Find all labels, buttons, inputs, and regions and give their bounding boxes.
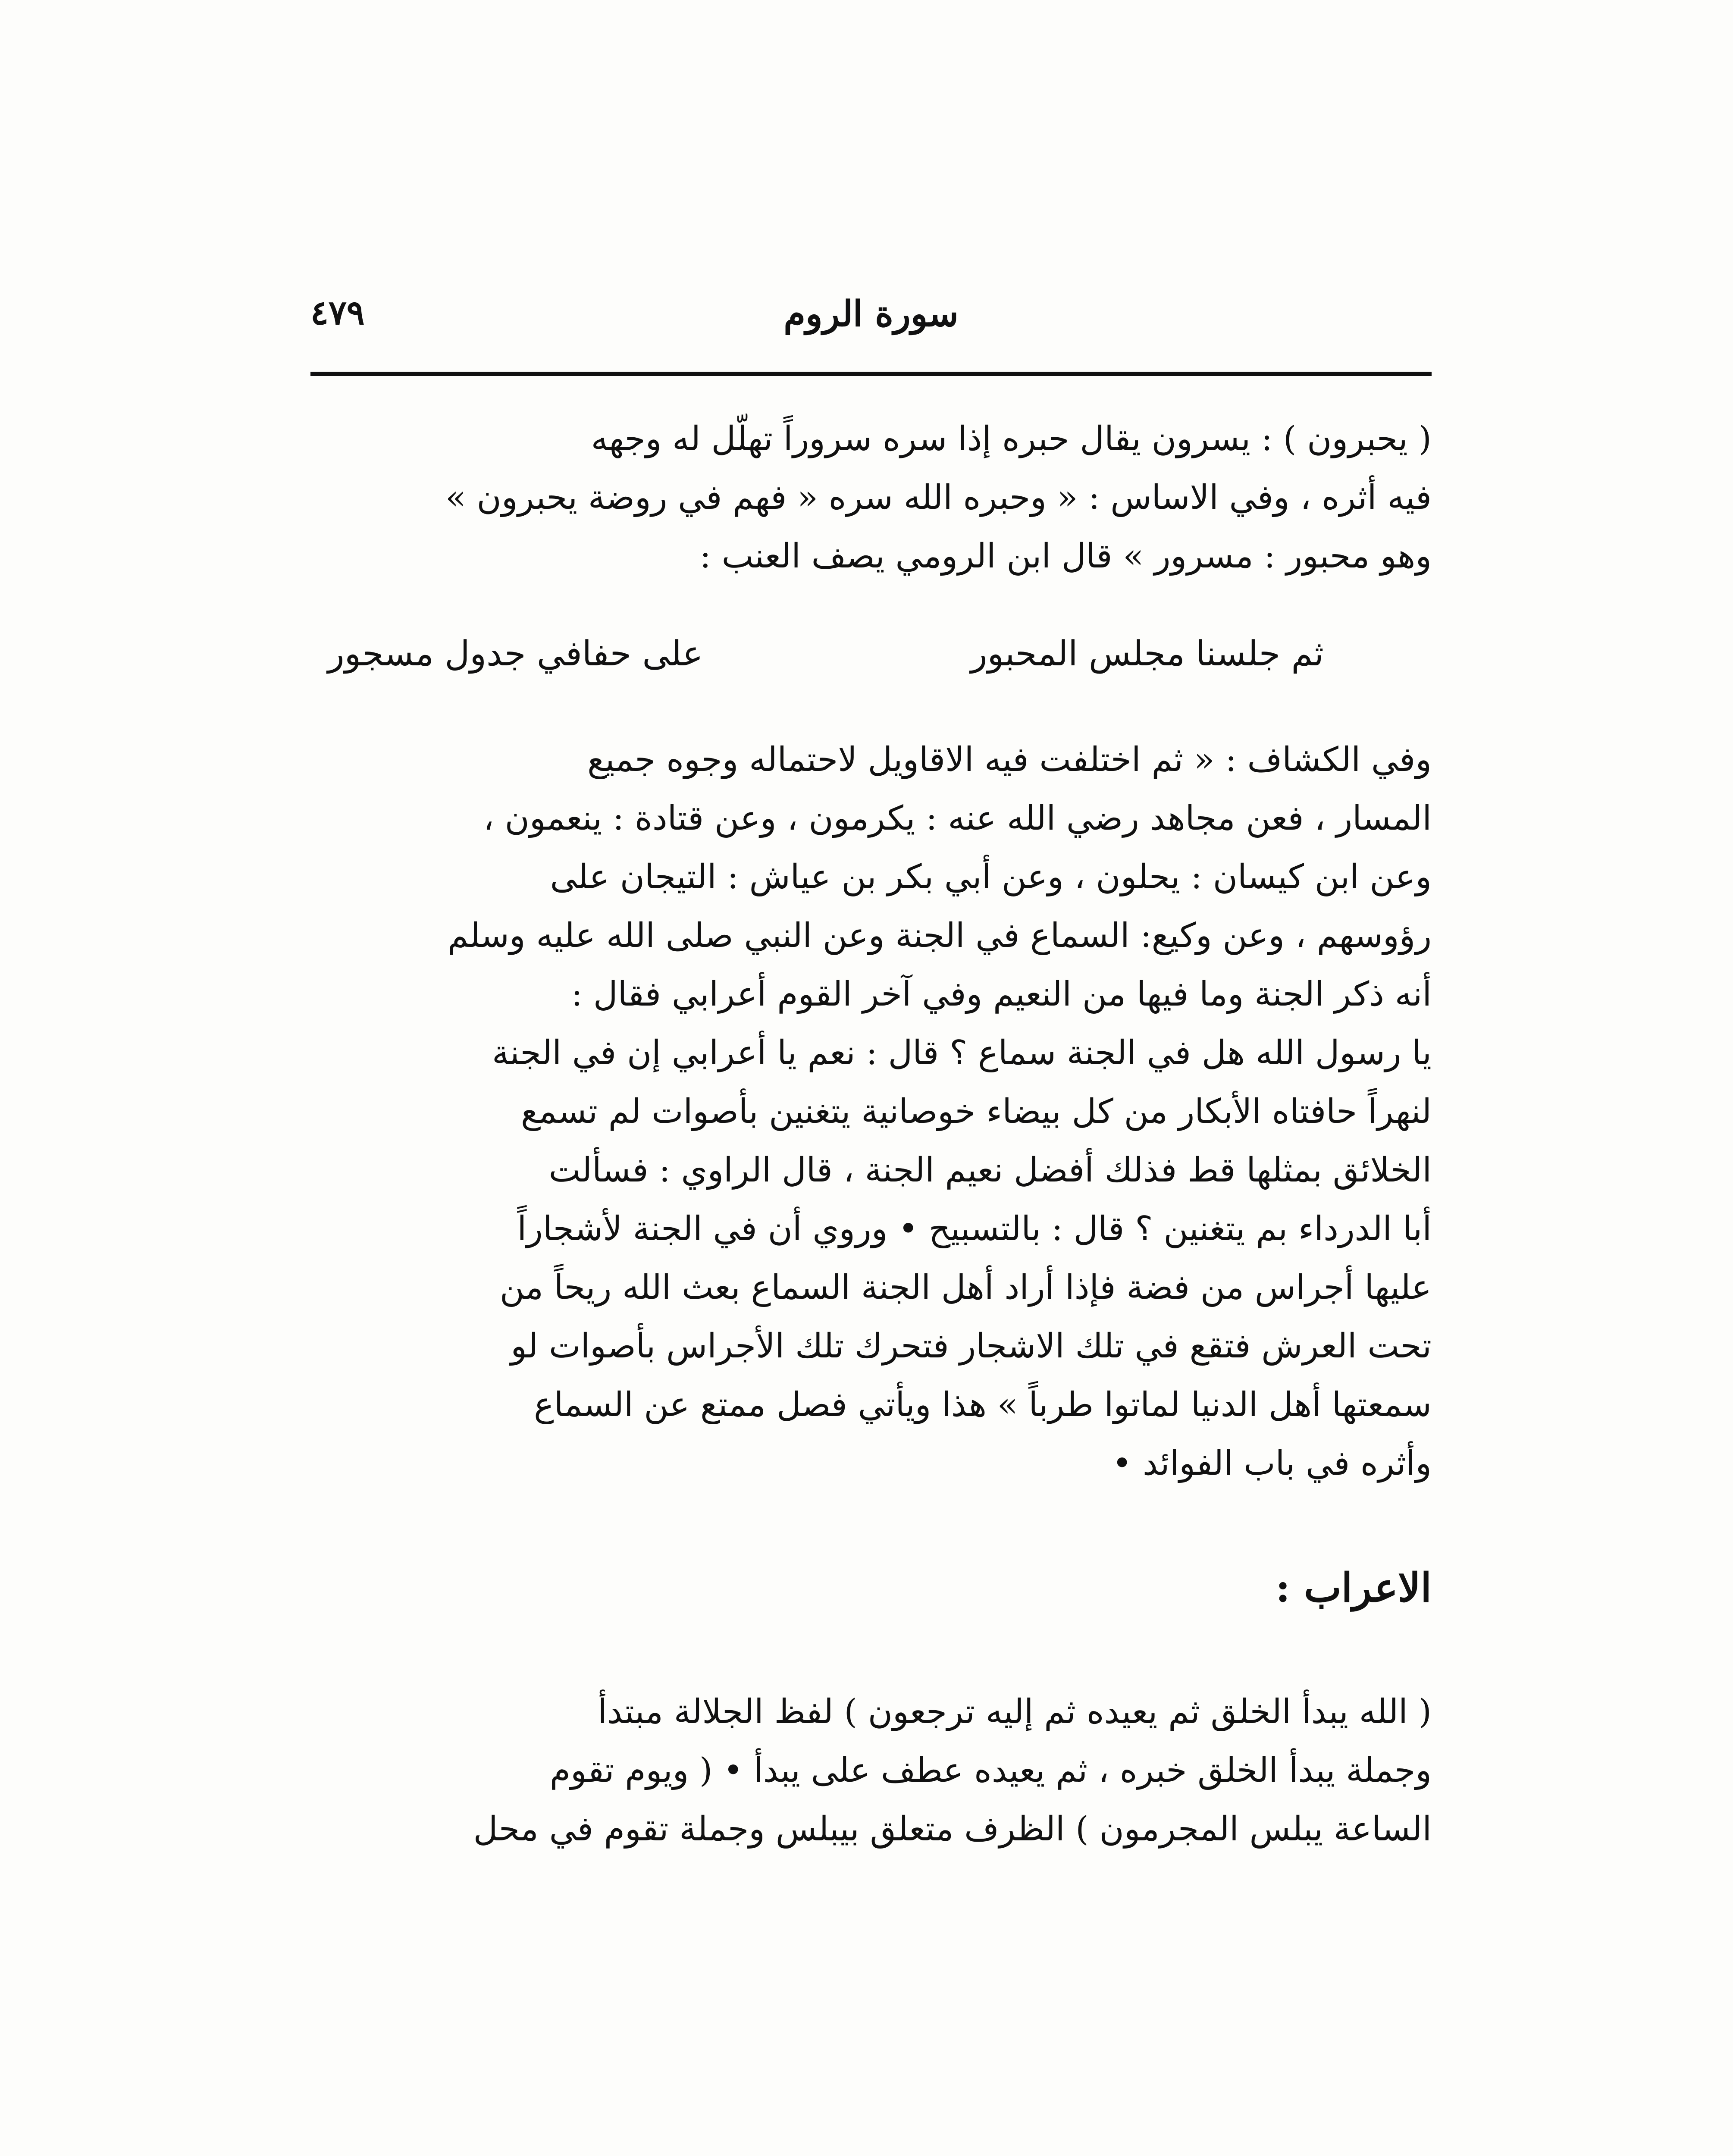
- header-rule: [310, 372, 1432, 376]
- paragraph-kashshaf: وفي الكشاف : « ثم اختلفت فيه الاقاويل لاحتماله وجوه جميع المسار ، فعن مجاهد رضي الله عنه : يكرمون ، وعن قتادة : ينعمون ، وعن ابن كيسان : يحلون ، وعن أبي بكر بن عياش : التيجان على رؤوسهم ، وعن وكيع: السماع في الجنة وعن النبي صلى الله عليه وسلم أنه ذكر الجنة وما فيها من النعيم وفي آخر القوم أعرابي فقال : يا رسول الله هل في الجنة سماع ؟ قال : نعم يا أعرابي إن في الجنة لنهراً حافتاه الأبكار من كل بيضاء خوصانية يتغنين بأصوات لم تسمع الخلائق بمثلها قط فذلك أفضل نعيم الجنة ، قال الراوي : فسألت أبا الدرداء بم يتغنين ؟ قال : بالتسبيح • وروي أن في الجنة لأشجاراً عليها أجراس من فضة فإذا أراد أهل الجنة السماع بعث الله ريحاً من تحت العرش فتقع في تلك الاشجار فتحرك تلك الأجراس بأصوات لو سمعتها أهل الدنيا لماتوا طرباً » هذا ويأتي فصل ممتع عن السماع وأثره في باب الفوائد •: [447, 740, 1432, 1483]
- paragraph-iraab: ( الله يبدأ الخلق ثم يعيده ثم إليه ترجعون ) لفظ الجلالة مبتدأ وجملة يبدأ الخلق خبره ، ثم يعيده عطف على يبدأ • ( ويوم تقوم الساعة يبلس المجرمون ) الظرف متعلق بيبلس وجملة تقوم في محل: [473, 1692, 1432, 1849]
- paragraph-definition: ( يحبرون ) : يسرون يقال حبره إذا سره سروراً تهلّل له وجهه فيه أثره ، وفي الاساس : « وحبره الله سره « فهم في روضة يحبرون » وهو محبور : مسرور » قال ابن الرومي يصف العنب :: [445, 420, 1432, 576]
- running-title: سورة الروم: [783, 293, 959, 335]
- page-header: [310, 276, 1432, 354]
- poem-hemistich-second: على حفافي جدول مسجور: [328, 633, 703, 674]
- poem-verse: [328, 624, 1324, 683]
- section-heading-iraab: الاعراب :: [1275, 1564, 1432, 1611]
- page-number: ٤٧٩: [310, 293, 365, 332]
- page-body: [267, 410, 1432, 1858]
- poem-hemistich-first: ثم جلسنا مجلس المحبور: [970, 633, 1324, 674]
